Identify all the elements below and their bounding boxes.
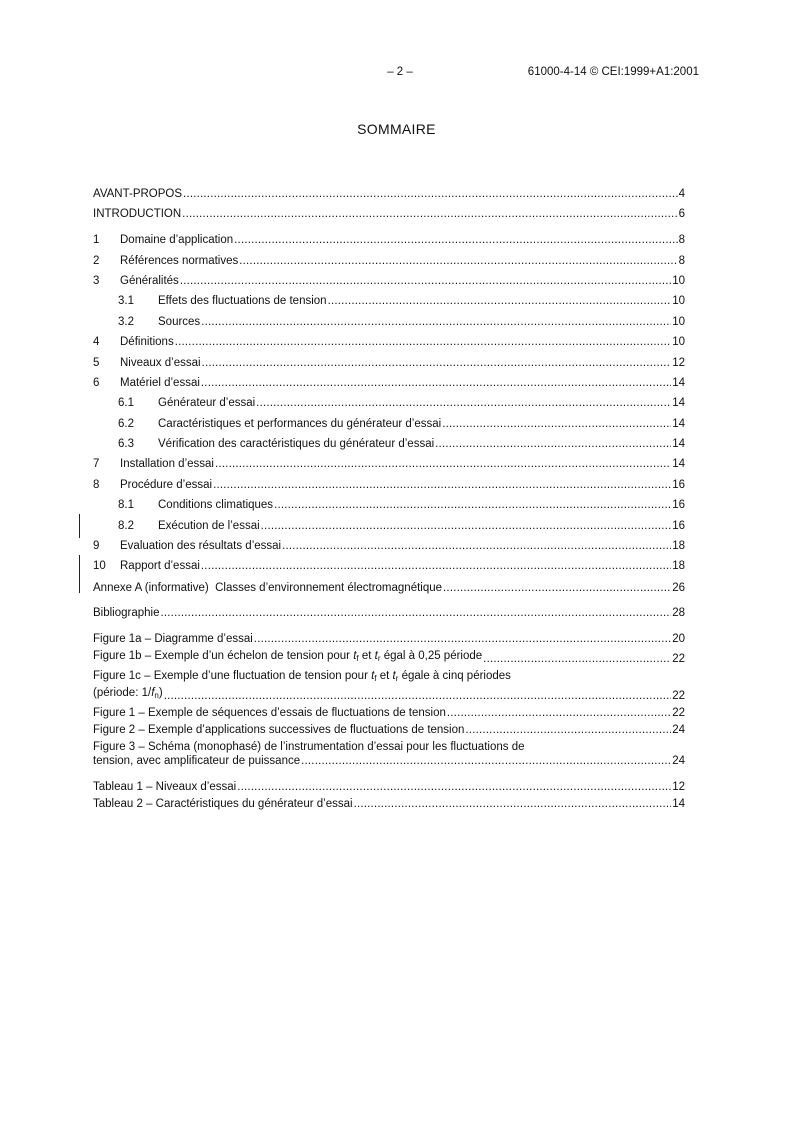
toc-entry-clause[interactable]	[93, 559, 685, 573]
dot-leader	[183, 187, 678, 201]
toc-page: 24	[672, 755, 685, 768]
toc-label-line2: tension, avec amplificateur de puissance	[93, 755, 301, 768]
toc-entry-subclause[interactable]	[93, 294, 685, 308]
toc-entry-figure[interactable]	[93, 669, 685, 703]
document-reference: 61000-4-14 © CEI:1999+A1:2001	[527, 66, 699, 78]
toc-page: 12	[672, 356, 685, 369]
toc-label: Figure 2 – Exemple d’applications successives de fluctuations de tension	[93, 724, 465, 737]
toc-entry-clause[interactable]	[93, 233, 685, 247]
toc-page: 10	[672, 274, 685, 287]
toc-page: 8	[678, 234, 685, 247]
dot-leader	[483, 652, 671, 666]
toc-number: 3.2	[118, 315, 134, 328]
toc-page: 14	[672, 376, 685, 389]
toc-page: 22	[672, 707, 685, 720]
toc-page: 12	[672, 781, 685, 794]
toc-entry-annex[interactable]	[93, 581, 685, 595]
toc-label-line2: (période: $1/f_n$)	[93, 687, 163, 701]
toc-page: 28	[672, 607, 685, 620]
dot-leader	[435, 437, 671, 451]
change-bar-8-1	[79, 514, 80, 538]
toc-label-line1: Figure 1c – Exemple d’une fluctuation de tension pour $t_f$ et $t_r$ égale à cinq périodes	[93, 670, 511, 684]
toc-page: 16	[672, 499, 685, 512]
toc-entry-clause[interactable]	[93, 478, 685, 492]
table-of-contents	[93, 187, 685, 814]
toc-entry-clause[interactable]	[93, 335, 685, 349]
toc-number: 6.1	[118, 397, 134, 410]
dot-leader	[202, 356, 672, 370]
toc-number: 6.2	[118, 417, 134, 430]
dot-leader	[164, 689, 672, 703]
dot-leader	[274, 498, 671, 512]
toc-label: Niveaux d’essai	[120, 356, 201, 369]
toc-number: 2	[93, 254, 100, 267]
toc-entry-subclause[interactable]	[93, 417, 685, 431]
toc-label: Procédure d’essai	[120, 478, 213, 491]
dot-leader	[254, 632, 671, 646]
dot-leader	[201, 559, 671, 573]
dot-leader	[301, 754, 671, 768]
toc-page: 10	[672, 295, 685, 308]
toc-entry-figure[interactable]	[93, 740, 685, 768]
toc-page: 14	[672, 417, 685, 430]
toc-page: 18	[672, 540, 685, 553]
toc-page: 18	[672, 560, 685, 573]
toc-entry-bibliography[interactable]	[93, 606, 685, 620]
toc-label: Evaluation des résultats d’essai	[120, 540, 282, 553]
toc-entry-figure[interactable]	[93, 706, 685, 720]
toc-entry-clause[interactable]	[93, 254, 685, 268]
toc-label: Conditions climatiques	[158, 499, 274, 512]
dot-leader	[201, 376, 671, 390]
toc-entry-figure[interactable]	[93, 632, 685, 646]
toc-entry-subclause[interactable]	[93, 315, 685, 329]
toc-label: Bibliographie	[93, 607, 160, 620]
toc-page: 14	[672, 438, 685, 451]
toc-label: Tableau 2 – Caractéristiques du générateur d’essai	[93, 798, 353, 811]
toc-number: 5	[93, 356, 100, 369]
dot-leader	[256, 396, 671, 410]
toc-label: Matériel d’essai	[120, 376, 200, 389]
change-bar-9	[79, 555, 80, 593]
toc-page: 26	[672, 582, 685, 595]
toc-number: 8.2	[118, 519, 134, 532]
toc-label: Rapport d’essai	[120, 560, 200, 573]
dot-leader	[182, 207, 677, 221]
toc-page: 24	[672, 724, 685, 737]
toc-label: Vérification des caractéristiques du générateur d’essai	[158, 438, 435, 451]
toc-page: 14	[672, 397, 685, 410]
dot-leader	[215, 457, 671, 471]
toc-entry-subclause[interactable]	[93, 437, 685, 451]
toc-entry-clause[interactable]	[93, 274, 685, 288]
toc-label: Domaine d’application	[120, 234, 234, 247]
toc-page: 8	[678, 254, 685, 267]
toc-number: 9	[93, 540, 100, 553]
toc-entry-subclause[interactable]	[93, 519, 685, 533]
toc-number: 6	[93, 376, 100, 389]
toc-label: AVANT-PROPOS	[93, 188, 183, 200]
dot-leader	[201, 315, 671, 329]
toc-label: Effets des fluctuations de tension	[158, 295, 327, 308]
toc-entry-clause[interactable]	[93, 539, 685, 553]
toc-page: 22	[672, 653, 685, 666]
toc-number: 3	[93, 274, 100, 287]
toc-label: Figure 1 – Exemple de séquences d’essais de fluctuations de tension	[93, 707, 446, 720]
toc-label: Tableau 1 – Niveaux d’essai	[93, 781, 237, 794]
toc-label: INTRODUCTION	[93, 208, 182, 221]
toc-label: Références normatives	[120, 254, 239, 267]
toc-label: Générateur d’essai	[158, 397, 256, 410]
dot-leader	[443, 581, 671, 595]
toc-number: 1	[93, 234, 100, 247]
toc-label: Exécution de l’essai	[158, 519, 260, 532]
toc-label: Figure 1a – Diagramme d’essai	[93, 633, 253, 646]
toc-page: 16	[672, 519, 685, 532]
toc-page: 4	[678, 188, 685, 200]
toc-entry-table[interactable]	[93, 780, 685, 794]
dot-leader	[282, 539, 671, 553]
toc-entry-subclause[interactable]	[93, 396, 685, 410]
dot-leader	[234, 233, 677, 247]
toc-entry-avant-propos[interactable]	[93, 187, 685, 201]
toc-number: 7	[93, 458, 100, 471]
dot-leader	[161, 606, 672, 620]
dot-leader	[465, 723, 671, 737]
dot-leader	[328, 294, 672, 308]
toc-page: 14	[672, 458, 685, 471]
toc-label: Figure 1b – Exemple d’un échelon de tension pour $t_f$ et $t_r$ égal à 0,25 période	[93, 650, 483, 664]
dot-leader	[213, 478, 671, 492]
dot-leader	[175, 335, 672, 349]
dot-leader	[354, 797, 672, 811]
toc-number: 10	[93, 560, 106, 573]
toc-entry-table[interactable]	[93, 797, 685, 811]
toc-page: 6	[678, 208, 685, 221]
toc-page: 10	[672, 315, 685, 328]
toc-entry-subclause[interactable]	[93, 498, 685, 512]
toc-entry-clause[interactable]	[93, 457, 685, 471]
toc-label: Sources	[158, 315, 201, 328]
toc-entry-figure[interactable]	[93, 649, 685, 666]
toc-label: Généralités	[120, 274, 179, 287]
toc-number: 8	[93, 478, 100, 491]
toc-number: 8.1	[118, 499, 134, 512]
toc-label: Définitions	[120, 336, 174, 349]
dot-leader	[447, 706, 671, 720]
toc-label: Annexe A (informative) Classes d’environnement électromagnétique	[93, 582, 443, 595]
toc-entry-introduction[interactable]	[93, 207, 685, 221]
toc-entry-figure[interactable]	[93, 723, 685, 737]
toc-entry-clause[interactable]	[93, 356, 685, 370]
toc-page: 16	[672, 478, 685, 491]
dot-leader	[261, 519, 672, 533]
dot-leader	[239, 254, 677, 268]
dot-leader	[237, 780, 671, 794]
toc-page: 20	[672, 633, 685, 646]
toc-number: 3.1	[118, 295, 134, 308]
dot-leader	[442, 417, 671, 431]
dot-leader	[180, 274, 671, 288]
page-number: – 2 –	[387, 66, 413, 78]
toc-number: 4	[93, 336, 100, 349]
toc-page: 10	[672, 336, 685, 349]
page-title: SOMMAIRE	[357, 121, 436, 137]
toc-label-line1: Figure 3 – Schéma (monophasé) de l’instrumentation d’essai pour les fluctuations de	[93, 741, 525, 754]
toc-label: Caractéristiques et performances du générateur d’essai	[158, 417, 442, 430]
toc-page: 22	[672, 690, 685, 703]
toc-number: 6.3	[118, 438, 134, 451]
toc-entry-clause[interactable]	[93, 376, 685, 390]
toc-label: Installation d’essai	[120, 458, 214, 471]
toc-page: 14	[672, 798, 685, 811]
